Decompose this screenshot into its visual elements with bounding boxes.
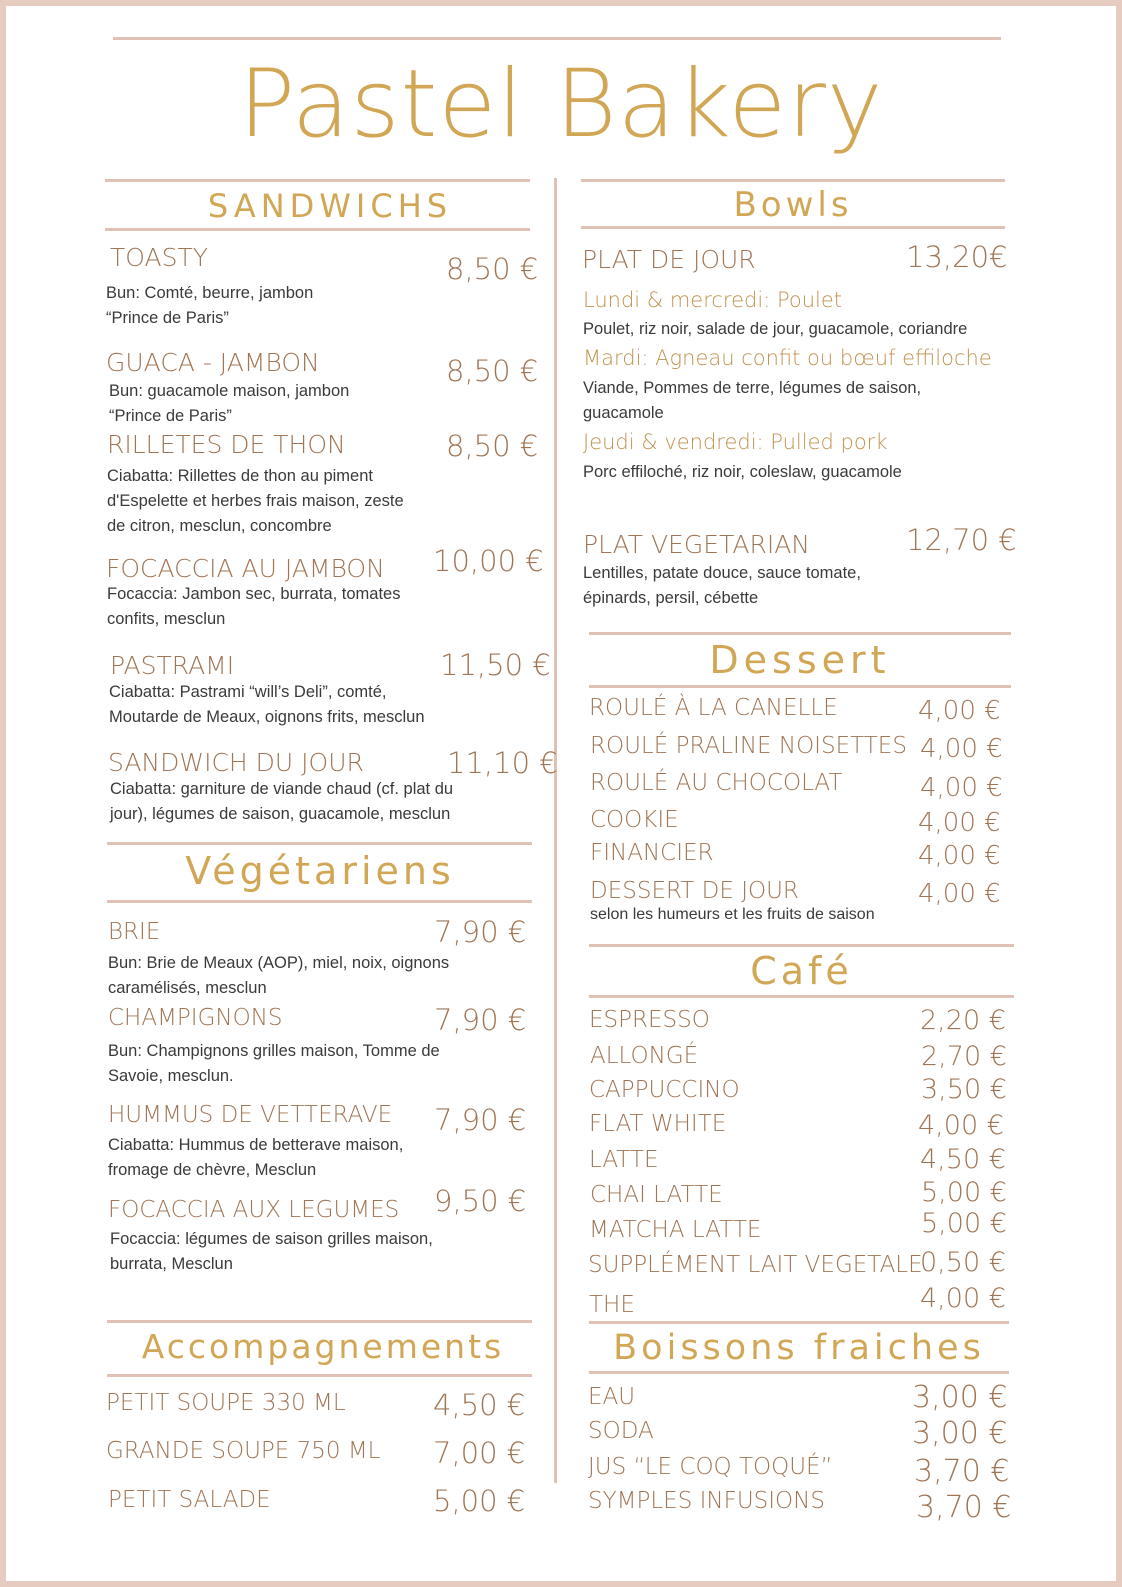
menu-item-price: 10,00 € bbox=[433, 544, 544, 578]
menu-item-name: SODA bbox=[588, 1418, 654, 1444]
menu-item-description: Bun: Brie de Meaux (AOP), miel, noix, oignons caramélisés, mesclun bbox=[108, 954, 450, 997]
menu-item-name: THE bbox=[589, 1292, 635, 1318]
menu-item-name: SYMPLES INFUSIONS bbox=[588, 1488, 825, 1514]
menu-item-name: GRANDE SOUPE 750 ML bbox=[106, 1438, 381, 1464]
menu-item-price: 4,00 € bbox=[918, 696, 1001, 726]
menu-item-name: PLAT DE JOUR bbox=[582, 245, 756, 274]
menu-item-name: FINANCIER bbox=[590, 840, 714, 866]
menu-item-price: 11,50 € bbox=[440, 648, 551, 682]
section-rule bbox=[105, 228, 530, 231]
menu-item-name: LATTE bbox=[589, 1147, 659, 1173]
menu-item-name: PETIT SALADE bbox=[108, 1487, 271, 1513]
accompagnements-title: Accompagnements bbox=[141, 1327, 505, 1366]
menu-item-description: Poulet, riz noir, salade de jour, guacamole, coriandre bbox=[583, 320, 968, 338]
menu-item-name: MATCHA LATTE bbox=[589, 1217, 762, 1243]
menu-item-name: CHAI LATTE bbox=[590, 1182, 723, 1208]
menu-item-description: Ciabatta: Pastrami “will’s Deli”, comté, Moutarde de Meaux, oignons frits, mesclun bbox=[109, 683, 425, 726]
menu-item-price: 7,90 € bbox=[434, 1003, 527, 1037]
top-rule bbox=[113, 37, 1001, 40]
menu-item-name: COOKIE bbox=[590, 807, 679, 833]
menu-item-name: GUACA - JAMBON bbox=[106, 348, 320, 377]
vegetariens-title: Végétariens bbox=[185, 849, 455, 893]
menu-item-name: JUS “LE COQ TOQUÉ” bbox=[588, 1454, 833, 1480]
menu-item-price: 3,00 € bbox=[912, 1416, 1008, 1451]
menu-item-price: 9,50 € bbox=[434, 1184, 527, 1218]
section-rule bbox=[581, 179, 1005, 182]
menu-item-name: CAPPUCCINO bbox=[589, 1077, 740, 1103]
menu-item-price: 4,00 € bbox=[918, 808, 1001, 838]
menu-item-description: Bun: Champignons grilles maison, Tomme de Savoie, mesclun. bbox=[108, 1042, 440, 1085]
bowl-day-label: Lundi & mercredi: Poulet bbox=[583, 288, 843, 312]
sandwichs-title: SANDWICHS bbox=[207, 187, 453, 225]
menu-item-price: 4,00 € bbox=[918, 1110, 1004, 1141]
menu-item-price: 12,70 € bbox=[906, 523, 1017, 557]
menu-item-price: 11,10 € bbox=[447, 746, 558, 780]
menu-item-description: Bun: Comté, beurre, jambon “Prince de Paris” bbox=[106, 284, 314, 327]
menu-item-price: 3,50 € bbox=[921, 1074, 1007, 1105]
menu-item-price: 5,00 € bbox=[921, 1177, 1007, 1208]
menu-item-name: DESSERT DE JOUR bbox=[590, 878, 799, 904]
menu-item-price: 3,70 € bbox=[914, 1454, 1010, 1489]
menu-item-price: 7,90 € bbox=[434, 1103, 527, 1137]
menu-item-price: 2,70 € bbox=[921, 1041, 1007, 1072]
menu-item-price: 7,00 € bbox=[433, 1436, 526, 1470]
menu-item-name: HUMMUS DE VETTERAVE bbox=[108, 1102, 393, 1128]
section-rule bbox=[107, 1374, 532, 1377]
menu-item-name: PETIT SOUPE 330 ML bbox=[106, 1390, 346, 1416]
menu-item-name: ROULÉ AU CHOCOLAT bbox=[590, 770, 843, 796]
menu-item-price: 4,00 € bbox=[918, 841, 1001, 871]
menu-item-name: BRIE bbox=[108, 919, 161, 945]
menu-item-price: 4,00 € bbox=[920, 734, 1003, 764]
menu-item-price: 4,50 € bbox=[920, 1144, 1006, 1175]
section-rule bbox=[581, 226, 1005, 229]
dessert-title: Dessert bbox=[709, 638, 891, 682]
bowl-day-label: Jeudi & vendredi: Pulled pork bbox=[583, 430, 888, 454]
bowls-title: Bowls bbox=[733, 185, 853, 225]
menu-item-price: 5,00 € bbox=[433, 1484, 526, 1518]
menu-item-name: FOCACCIA AU JAMBON bbox=[106, 554, 385, 583]
section-rule bbox=[589, 685, 1011, 688]
menu-item-price: 0,50 € bbox=[920, 1247, 1006, 1278]
dessert-note: selon les humeurs et les fruits de saison bbox=[590, 906, 875, 923]
menu-item-description: Ciabatta: garniture de viande chaud (cf. plat du jour), légumes de saison, guacamole, mesclun bbox=[110, 780, 454, 823]
menu-item-name: RILLETES DE THON bbox=[107, 430, 346, 459]
menu-item-name: ESPRESSO bbox=[589, 1007, 710, 1033]
menu-item-price: 8,50 € bbox=[446, 354, 539, 388]
menu-item-price: 4,50 € bbox=[433, 1388, 526, 1422]
menu-item-price: 8,50 € bbox=[446, 252, 539, 286]
menu-item-name: PASTRAMI bbox=[110, 651, 235, 680]
menu-item-price: 5,00 € bbox=[921, 1208, 1007, 1239]
menu-item-name: SUPPLÉMENT LAIT VEGETALE bbox=[588, 1252, 923, 1278]
menu-item-description: Viande, Pommes de terre, légumes de saison, guacamole bbox=[583, 379, 922, 422]
menu-item-description: Porc effiloché, riz noir, coleslaw, guacamole bbox=[583, 463, 902, 481]
menu-item-price: 4,00 € bbox=[920, 1283, 1006, 1314]
cafe-title: Café bbox=[750, 949, 853, 993]
section-rule bbox=[107, 842, 532, 845]
menu-item-description: Bun: guacamole maison, jambon “Prince de Paris” bbox=[109, 382, 350, 425]
menu-item-price: 7,90 € bbox=[434, 915, 527, 949]
menu-item-name: FLAT WHITE bbox=[589, 1111, 727, 1137]
menu-item-description: Focaccia: légumes de saison grilles maison, burrata, Mesclun bbox=[110, 1230, 433, 1273]
section-rule bbox=[105, 179, 530, 182]
menu-item-name: ALLONGÉ bbox=[590, 1043, 699, 1069]
menu-item-name: SANDWICH DU JOUR bbox=[108, 748, 364, 777]
menu-item-name: ROULÉ PRALINE NOISETTES bbox=[590, 733, 907, 759]
menu-item-price: 13,20€ bbox=[906, 240, 1008, 274]
section-rule bbox=[589, 632, 1011, 635]
menu-item-price: 3,70 € bbox=[916, 1490, 1012, 1525]
menu-item-price: 3,00 € bbox=[912, 1380, 1008, 1415]
section-rule bbox=[589, 1321, 1009, 1324]
menu-item-description: Focaccia: Jambon sec, burrata, tomates confits, mesclun bbox=[107, 585, 401, 628]
menu-item-name: PLAT VEGETARIAN bbox=[583, 530, 811, 559]
section-rule bbox=[107, 900, 532, 903]
boissons-title: Boissons fraiches bbox=[613, 1328, 985, 1368]
section-rule bbox=[589, 1371, 1009, 1374]
menu-item-description: Ciabatta: Rillettes de thon au piment d'Espelette et herbes frais maison, zeste de citron, mesclun, concombre bbox=[107, 467, 404, 535]
section-rule bbox=[589, 995, 1014, 998]
menu-item-description: Lentilles, patate douce, sauce tomate, épinards, persil, cébette bbox=[583, 564, 861, 607]
menu-item-name: CHAMPIGNONS bbox=[108, 1005, 283, 1031]
section-rule bbox=[107, 1320, 532, 1323]
menu-item-name: EAU bbox=[588, 1384, 636, 1410]
section-rule bbox=[589, 944, 1014, 947]
menu-item-price: 8,50 € bbox=[446, 429, 539, 463]
menu-item-name: TOASTY bbox=[110, 243, 209, 272]
column-divider bbox=[554, 178, 557, 1483]
menu-item-price: 4,00 € bbox=[920, 773, 1003, 803]
menu-item-name: FOCACCIA AUX LEGUMES bbox=[108, 1197, 400, 1223]
menu-item-name: ROULÉ À LA CANELLE bbox=[589, 695, 838, 721]
menu-item-price: 2,20 € bbox=[920, 1005, 1006, 1036]
bowl-day-label: Mardi: Agneau confit ou bœuf effiloche bbox=[583, 346, 992, 370]
menu-item-price: 4,00 € bbox=[918, 879, 1001, 909]
bakery-title: Pastel Bakery bbox=[238, 50, 884, 159]
menu-item-description: Ciabatta: Hummus de betterave maison, fromage de chèvre, Mesclun bbox=[108, 1136, 404, 1179]
